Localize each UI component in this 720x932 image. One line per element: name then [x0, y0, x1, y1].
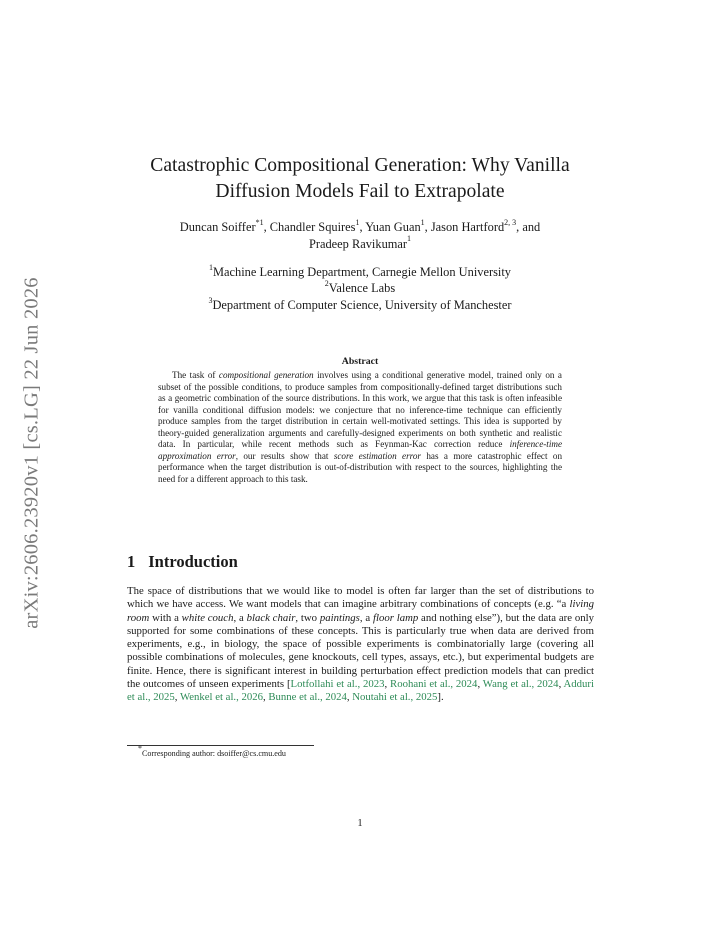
- citation-link[interactable]: Adduri et al., 2025: [127, 678, 594, 704]
- affiliations: [110, 264, 610, 313]
- author-list: [110, 219, 610, 252]
- abstract-body: The task of compositional generation involves using a conditional generative model, trained only on a subset of the possible conditions, to produce samples from compositionally-defined target distributions such as a geometric combination of the source distributions. In this work, we argue that this task is often infeasible for vanilla conditional diffusion models: we conjecture that no inference-time technique can efficiently produce samples from the target distribution in certain well-motivated settings. This idea is supported by theory-guided generalization arguments and carefully-designed experiments on both synthetic and realistic data. In particular, while recent methods such as Feynman-Kac correction reduce inference-time approximation error, our results show that score estimation error has a more catastrophic effect on performance when the target distribution is out-of-distribution with respect to the sources, highlighting the need for a different approach to this task.: [158, 370, 563, 484]
- section-title: Introduction: [148, 552, 238, 571]
- citation-link[interactable]: Bunne et al., 2024: [268, 691, 347, 704]
- citation-link[interactable]: Lotfollahi et al., 2023: [290, 678, 385, 691]
- affiliation-1: $^1$Machine Learning Department, Carnegie Mellon University: [209, 262, 511, 279]
- arxiv-identifier: arXiv:2606.23920v1 [cs.LG] 22 Jun 2026: [20, 277, 43, 629]
- footnote-rule: [127, 745, 314, 746]
- page-number: 1: [357, 818, 363, 829]
- author-3: Yuan Guan$^1$,: [365, 217, 431, 234]
- title-line-2: Diffusion Models Fail to Extrapolate: [215, 181, 505, 202]
- section-number: 1: [127, 552, 136, 571]
- author-2: Chandler Squires$^1$,: [269, 217, 366, 234]
- citation-link[interactable]: Noutahi et al., 2025: [352, 691, 438, 704]
- title-line-1: Catastrophic Compositional Generation: Why Vanilla: [150, 155, 570, 176]
- affiliation-2: $^2$Valence Labs: [324, 279, 396, 296]
- author-1: Duncan Soiffer$^{*1}$,: [179, 217, 270, 234]
- author-5: Pradeep Ravikumar$^1$: [308, 234, 412, 251]
- introduction-paragraph: The space of distributions that we would like to model is often far larger than the set of distributions to which we have access. We want models that can imagine arbitrary combinations of concepts (e.g. “a living room with a white couch, a black chair, two paintings, a floor lamp and nothing else”), but the data are only supported for some combinations of these concepts. This is particularly true when data are derived from experiments, e.g., in biology, the space of possible experiments is combinatorially large (covering all possible combinations of molecules, gene knockouts, cell types, assays, etc.), but experimental budgets are finite. Hence, there is significant interest in building perturbation effect prediction models that can predict the outcomes of unseen experiments [Lotfollahi et al., 2023, Roohani et al., 2024, Wang et al., 2024, Adduri et al., 2025, Wenkel et al., 2026, Bunne et al., 2024, Noutahi et al., 2025].: [127, 585, 594, 704]
- section-heading: [127, 552, 238, 572]
- paper-title: [100, 153, 620, 205]
- abstract-heading: Abstract: [341, 356, 379, 367]
- citation-link[interactable]: Wang et al., 2024: [482, 678, 559, 691]
- footnote: *Corresponding author: dsoiffer@cs.cmu.edu: [138, 744, 286, 758]
- author-4: Jason Hartford$^{2, 3}$, and: [430, 217, 541, 234]
- citation-link[interactable]: Roohani et al., 2024: [390, 678, 478, 691]
- arxiv-sidebar-stamp: [14, 258, 50, 648]
- citation-link[interactable]: Wenkel et al., 2026: [179, 691, 263, 704]
- affiliation-3: $^3$Department of Computer Science, University of Manchester: [208, 295, 512, 312]
